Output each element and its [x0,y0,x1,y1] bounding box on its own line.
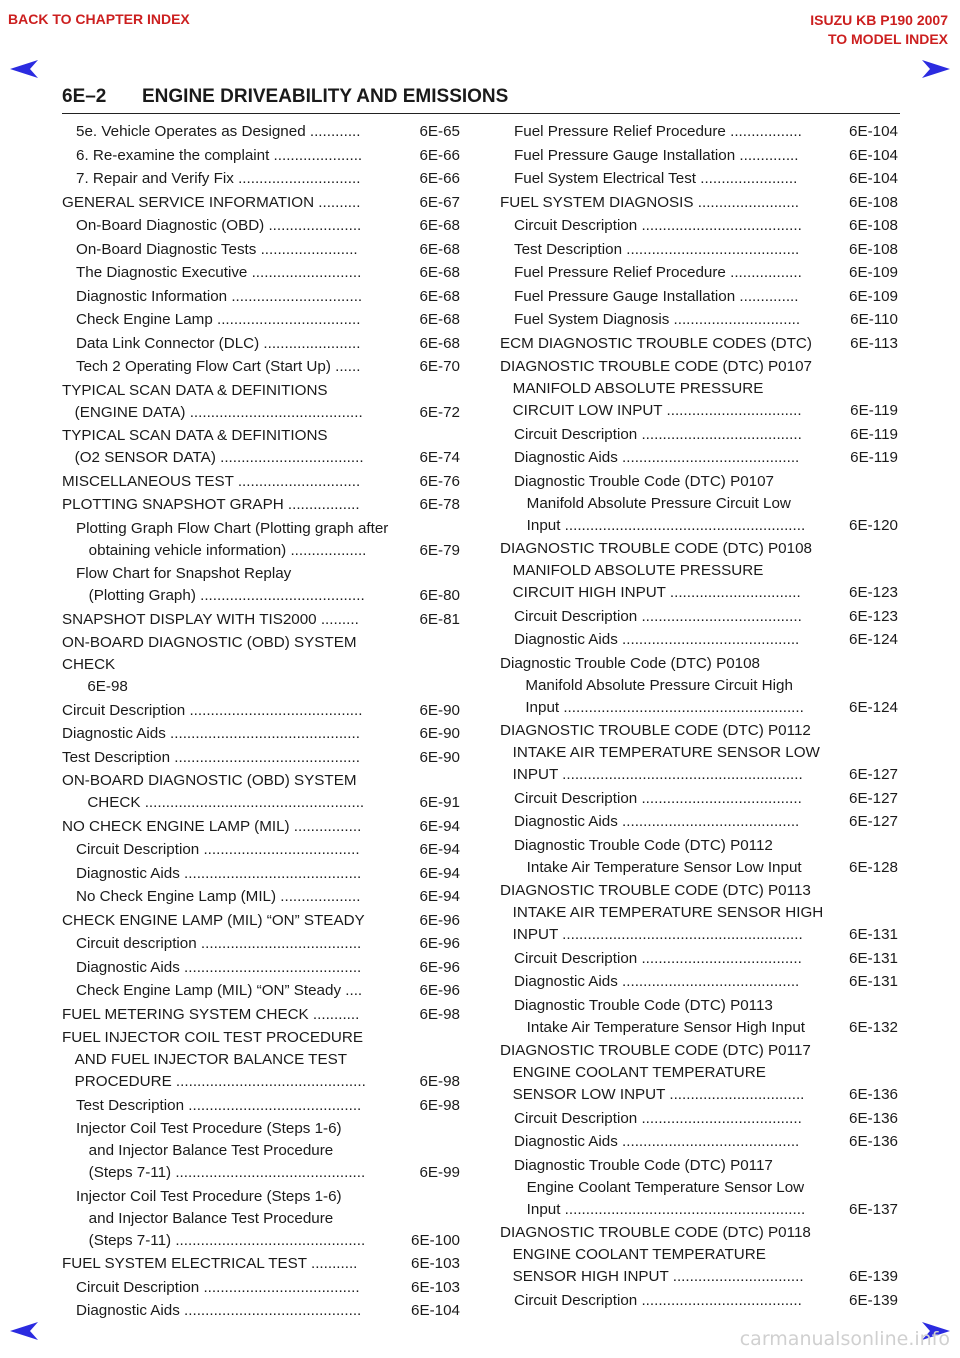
toc-entry[interactable] [62,609,460,631]
toc-entry-page: 6E-124 [849,698,898,716]
toc-entry[interactable] [62,723,460,745]
toc-entry-page: 6E-98 [419,1073,460,1090]
toc-entry-title: MISCELLANEOUS TEST ............................. [62,472,361,490]
toc-entry-page: 6E-109 [849,264,898,281]
toc-entry[interactable] [62,863,460,885]
toc-entry-title: Diagnostic Aids .......................................... [514,973,800,990]
toc-entry[interactable] [500,606,898,628]
toc-entry-page: 6E-104 [849,146,898,164]
toc-entry[interactable] [500,168,898,190]
toc-entry[interactable] [62,1300,460,1322]
toc-entry[interactable] [62,262,460,284]
page-title: ENGINE DRIVEABILITY AND EMISSIONS [142,86,509,107]
toc-entry-title: Circuit Description ...................................... [514,1291,802,1309]
toc-entry-title: Circuit description ...................................... [76,935,362,952]
toc-entry-title: DIAGNOSTIC TROUBLE CODE (DTC) P0117 ENGINE COOLANT TEMPERATURE SENSOR LOW INPUT ................................ [500,1042,811,1103]
toc-entry[interactable] [62,518,460,562]
toc-entry[interactable] [62,215,460,237]
toc-entry[interactable] [62,1253,460,1275]
toc-entry-title: Test Description ......................................... [514,240,800,258]
toc-entry[interactable] [500,995,898,1039]
toc-entry[interactable] [500,1155,898,1221]
toc-right-column [500,121,898,1313]
toc-entry[interactable] [500,948,898,970]
toc-entry-title: Circuit Description ..................................... [76,1278,360,1296]
toc-entry-title: Diagnostic Aids .......................................... [76,958,362,976]
toc-entry-page: 6E-136 [849,1109,898,1127]
toc-entry-page: 6E-128 [849,858,898,876]
toc-entry-title: FUEL INJECTOR COIL TEST PROCEDURE AND FUEL INJECTOR BALANCE TEST PROCEDURE ............................................. [62,1029,366,1090]
toc-entry-page: 6E-131 [849,949,898,967]
toc-entry-page: 6E-124 [849,631,898,648]
toc-entry-page: 6E-127 [849,766,898,783]
toc-entry-title: Flow Chart for Snapshot Replay (Plotting Graph) ....................................... [76,565,365,604]
toc-entry-title: Diagnostic Information ............................... [76,287,363,305]
toc-entry-title: Diagnostic Trouble Code (DTC) P0112 Intake Air Temperature Sensor Low Input [514,836,802,876]
toc-entry[interactable] [500,471,898,537]
toc-entry-page: 6E-131 [849,926,898,943]
toc-entry-page: 6E-76 [419,472,460,490]
toc-entry[interactable] [500,629,898,651]
prev-page-icon[interactable] [10,1322,38,1340]
toc-entry-page: 6E-94 [419,841,460,858]
toc-entry-page: 6E-127 [849,789,898,807]
toc-entry-title: Diagnostic Trouble Code (DTC) P0117 Engine Coolant Temperature Sensor Low Input ......................................................... [514,1156,806,1218]
toc-entry-title: Tech 2 Operating Flow Cart (Start Up) ...... [76,358,361,375]
toc-entry[interactable] [62,333,460,355]
toc-entry-title: Circuit Description ...................................... [514,217,802,234]
toc-entry[interactable] [62,1277,460,1299]
toc-entry-page: 6E-68 [419,287,460,305]
toc-entry-title: FUEL METERING SYSTEM CHECK ........... [62,1005,360,1023]
toc-entry[interactable] [500,192,898,214]
header-rule [62,113,900,114]
toc-entry[interactable] [500,286,898,308]
toc-entry-page: 6E-66 [419,146,460,164]
toc-entry[interactable] [500,309,898,331]
toc-entry[interactable] [500,239,898,261]
toc-entry-title: Circuit Description ...................................... [514,789,802,807]
toc-entry-page: 6E-96 [419,911,460,929]
toc-entry-title: Circuit Description ...................................... [514,425,802,443]
toc-entry-page: 6E-74 [419,449,460,466]
toc-entry[interactable] [62,563,460,607]
toc-entry-page: 6E-108 [849,193,898,211]
toc-entry-page: 6E-100 [411,1231,460,1249]
toc-entry[interactable] [500,145,898,167]
prev-page-icon[interactable] [10,60,38,78]
toc-entry-title: Fuel System Diagnosis .............................. [514,311,801,328]
toc-entry[interactable] [62,168,460,190]
toc-entry-title: Fuel Pressure Relief Procedure ................. [514,264,802,281]
toc-entry[interactable] [500,1040,898,1106]
toc-entry-page: 6E-136 [849,1133,898,1150]
toc-entry-title: ON-BOARD DIAGNOSTIC (OBD) SYSTEM CHECK .................................................... [62,772,365,811]
toc-entry-page: 6E-109 [849,287,898,305]
toc-entry-title: Injector Coil Test Procedure (Steps 1-6) and Injector Balance Test Procedure (Steps 7-11) ............................................. [76,1120,366,1181]
toc-entry-page: 6E-137 [849,1200,898,1218]
toc-entry-page: 6E-94 [419,864,460,882]
toc-entry-page: 6E-139 [849,1291,898,1309]
toc-entry-title: Check Engine Lamp .................................. [76,311,361,328]
toc-entry[interactable] [62,1027,460,1093]
toc-entry-page: 6E-68 [419,311,460,328]
toc-entry-page: 6E-108 [849,217,898,234]
toc-entry-title: GENERAL SERVICE INFORMATION .......... [62,193,361,211]
toc-entry-title: Diagnostic Aids .......................................... [514,449,800,466]
toc-entry[interactable] [62,816,460,838]
toc-entry-title: Diagnostic Aids .......................................... [76,1302,362,1319]
toc-entry[interactable] [62,886,460,908]
toc-entry-page: 6E-132 [849,1018,898,1036]
toc-entry-title: Injector Coil Test Procedure (Steps 1-6) and Injector Balance Test Procedure (Steps 7-11) ............................................. [76,1187,366,1249]
toc-entry-title: Fuel System Electrical Test ....................... [514,170,798,187]
toc-entry[interactable] [500,653,898,719]
toc-entry-title: NO CHECK ENGINE LAMP (MIL) ................ [62,817,362,835]
model-name: ISUZU KB P190 2007 [810,12,948,28]
page-header [62,86,508,108]
toc-entry-page: 6E-72 [419,403,460,421]
toc-entry-page: 6E-103 [411,1255,460,1272]
toc-entry-title: Diagnostic Aids .......................................... [514,813,800,830]
toc-entry-page: 6E-103 [411,1278,460,1296]
toc-entry-page: 6E-119 [850,425,898,443]
toc-entry-page: 6E-67 [419,193,460,211]
toc-entry-page: 6E-113 [850,334,898,352]
toc-entry-page: 6E-104 [849,123,898,140]
toc-entry[interactable] [62,471,460,493]
toc-entry-page: 6E-81 [419,610,460,628]
toc-entry[interactable] [500,835,898,879]
toc-entry-title: FUEL SYSTEM ELECTRICAL TEST ........... [62,1255,358,1272]
toc-entry-title: DIAGNOSTIC TROUBLE CODE (DTC) P0112 INTAKE AIR TEMPERATURE SENSOR LOW INPUT ......................................................... [500,722,820,783]
toc-entry-page: 6E-99 [419,1164,460,1181]
toc-entry-page: 6E-68 [419,217,460,234]
toc-entry-title: TYPICAL SCAN DATA & DEFINITIONS (O2 SENSOR DATA) .................................. [62,427,364,466]
toc-entry-title: Diagnostic Trouble Code (DTC) P0107 Manifold Absolute Pressure Circuit Low Input ......................................................... [514,472,806,534]
toc-entry[interactable] [62,1095,460,1117]
toc-entry[interactable] [62,770,460,814]
toc-entry-title: DIAGNOSTIC TROUBLE CODE (DTC) P0107 MANIFOLD ABSOLUTE PRESSURE CIRCUIT LOW INPUT ................................ [500,358,812,419]
toc-entry[interactable] [500,1290,898,1312]
toc-entry-title: On-Board Diagnostic (OBD) ...................... [76,217,362,234]
toc-entry-page: 6E-98 [419,1096,460,1114]
toc-entry[interactable] [62,957,460,979]
toc-entry[interactable] [62,121,460,143]
toc-entry[interactable] [62,192,460,214]
toc-entry[interactable] [62,356,460,378]
toc-entry[interactable] [62,839,460,861]
toc-entry-title: Circuit Description ...................................... [514,607,802,625]
toc-entry-page: 6E-98 [419,1005,460,1023]
toc-entry[interactable] [62,309,460,331]
toc-entry-title: Diagnostic Trouble Code (DTC) P0108 Manifold Absolute Pressure Circuit High Input ......................................................... [500,654,804,716]
toc-entry-page: 6E-80 [419,587,460,604]
toc-entry-page: 6E-110 [850,311,898,328]
toc-entry-page: 6E-127 [849,813,898,830]
toc-entry[interactable] [62,747,460,769]
toc-entry-title: Circuit Description ..................................... [76,841,360,858]
toc-entry-page: 6E-94 [419,888,460,905]
toc-entry-page: 6E-119 [850,402,898,419]
toc-entry-title: Circuit Description ...................................... [514,1109,802,1127]
toc-entry-page: 6E-96 [419,958,460,976]
toc-entry-page: 6E-123 [849,607,898,625]
toc-entry[interactable] [500,356,898,422]
toc-entry-title: Circuit Description ...................................... [514,949,802,967]
toc-entry-page: 6E-70 [419,358,460,375]
toc-entry-page: 6E-79 [419,541,460,559]
toc-entry[interactable] [500,720,898,786]
toc-entry-page: 6E-131 [849,973,898,990]
toc-entry-title: Plotting Graph Flow Chart (Plotting graph after obtaining vehicle information) .................. [76,519,389,559]
toc-entry-page: 6E-104 [849,170,898,187]
toc-entry[interactable] [62,145,460,167]
toc-entry-title: Circuit Description ......................................... [62,701,363,719]
to-model-index-link[interactable]: TO MODEL INDEX [827,31,948,47]
toc-entry[interactable] [500,424,898,446]
toc-entry[interactable] [62,933,460,955]
toc-entry[interactable] [62,632,460,698]
toc-entry[interactable] [62,1004,460,1026]
toc-entry-title: 6. Re-examine the complaint ..................... [76,146,363,164]
toc-entry-page: 6E-66 [419,170,460,187]
next-page-icon[interactable] [922,60,950,78]
toc-entry-page: 6E-94 [419,817,460,835]
toc-entry-title: DIAGNOSTIC TROUBLE CODE (DTC) P0108 MANIFOLD ABSOLUTE PRESSURE CIRCUIT HIGH INPUT ............................... [500,540,812,601]
toc-entry[interactable] [62,1118,460,1184]
toc-entry[interactable] [62,286,460,308]
back-to-chapter-index-link[interactable]: BACK TO CHAPTER INDEX [8,11,190,27]
toc-entry-page: 6E-68 [419,264,460,281]
toc-entry[interactable] [62,425,460,469]
toc-entry-title: The Diagnostic Executive .......................... [76,264,362,281]
toc-entry-page: 6E-90 [419,725,460,742]
model-index-block [810,11,948,49]
toc-entry-page: 6E-90 [419,701,460,719]
toc-entry[interactable] [500,1108,898,1130]
toc-entry[interactable] [500,262,898,284]
toc-entry-title: Fuel Pressure Gauge Installation .............. [514,287,799,305]
toc-entry-title: ECM DIAGNOSTIC TROUBLE CODES (DTC) [500,334,812,352]
toc-entry-title: 5e. Vehicle Operates as Designed ............ [76,123,361,140]
toc-entry-title: FUEL SYSTEM DIAGNOSIS ........................ [500,193,800,211]
toc-entry[interactable] [62,1186,460,1252]
toc-entry-page: 6E-104 [411,1302,460,1319]
toc-entry-title: TYPICAL SCAN DATA & DEFINITIONS (ENGINE DATA) ......................................... [62,381,363,421]
toc-entry-title: Diagnostic Aids .......................................... [514,631,800,648]
toc-entry[interactable] [62,980,460,1002]
toc-entry[interactable] [500,447,898,469]
toc-entry[interactable] [62,494,460,516]
toc-entry-title: Fuel Pressure Relief Procedure ................. [514,123,802,140]
toc-entry-title: DIAGNOSTIC TROUBLE CODE (DTC) P0118 ENGINE COOLANT TEMPERATURE SENSOR HIGH INPUT ............................... [500,1224,811,1285]
toc-entry-page: 6E-120 [849,516,898,534]
toc-entry[interactable] [62,239,460,261]
toc-entry-title: Diagnostic Aids .......................................... [514,1133,800,1150]
toc-entry-page: 6E-65 [419,123,460,140]
toc-entry[interactable] [62,380,460,424]
toc-entry-page: 6E-96 [419,935,460,952]
toc-entry[interactable] [62,910,460,932]
toc-entry-page: 6E-68 [419,334,460,352]
toc-entry-title: Data Link Connector (DLC) ....................... [76,334,361,352]
watermark: carmanualsonline.info [739,1328,950,1350]
toc-entry[interactable] [500,121,898,143]
page-number: 6E–2 [62,86,107,107]
toc-entry-title: Test Description ............................................ [62,748,360,766]
toc-entry-title: 7. Repair and Verify Fix ............................. [76,170,361,187]
toc-entry-title: Diagnostic Aids ............................................. [62,725,360,742]
toc-entry[interactable] [500,215,898,237]
toc-entry-title: Check Engine Lamp (MIL) “ON” Steady .... [76,982,363,999]
toc-entry-title: Fuel Pressure Gauge Installation .............. [514,146,799,164]
toc-entry[interactable] [500,1131,898,1153]
toc-entry-title: On-Board Diagnostic Tests ....................... [76,240,358,258]
toc-entry-title: Diagnostic Aids .......................................... [76,864,362,882]
toc-entry[interactable] [500,811,898,833]
toc-entry-page: 6E-139 [849,1268,898,1285]
toc-entry[interactable] [500,880,898,946]
toc-entry-title: DIAGNOSTIC TROUBLE CODE (DTC) P0113 INTAKE AIR TEMPERATURE SENSOR HIGH INPUT ......................................................... [500,882,824,943]
toc-entry-title: ON-BOARD DIAGNOSTIC (OBD) SYSTEM CHECK 6E-98 [62,634,357,695]
toc-entry[interactable] [500,971,898,993]
toc-entry[interactable] [500,333,898,355]
toc-entry-title: Diagnostic Trouble Code (DTC) P0113 Intake Air Temperature Sensor High Input [514,996,805,1036]
toc-entry-title: SNAPSHOT DISPLAY WITH TIS2000 ......... [62,610,359,628]
toc-left-column [62,121,460,1324]
toc-entry-page: 6E-136 [849,1086,898,1103]
toc-entry[interactable] [500,538,898,604]
toc-entry-page: 6E-78 [419,496,460,513]
toc-entry-title: PLOTTING SNAPSHOT GRAPH ................. [62,496,360,513]
toc-entry-page: 6E-119 [850,449,898,466]
toc-entry-page: 6E-96 [419,982,460,999]
toc-entry[interactable] [500,1222,898,1288]
toc-entry[interactable] [500,788,898,810]
toc-entry-page: 6E-123 [849,584,898,601]
toc-entry-title: Test Description ......................................... [76,1096,362,1114]
toc-entry[interactable] [62,700,460,722]
toc-entry-page: 6E-91 [419,794,460,811]
toc-entry-title: CHECK ENGINE LAMP (MIL) “ON” STEADY [62,911,365,929]
toc-entry-page: 6E-108 [849,240,898,258]
toc-entry-page: 6E-68 [419,240,460,258]
toc-entry-page: 6E-90 [419,748,460,766]
toc-entry-title: No Check Engine Lamp (MIL) ................... [76,888,361,905]
